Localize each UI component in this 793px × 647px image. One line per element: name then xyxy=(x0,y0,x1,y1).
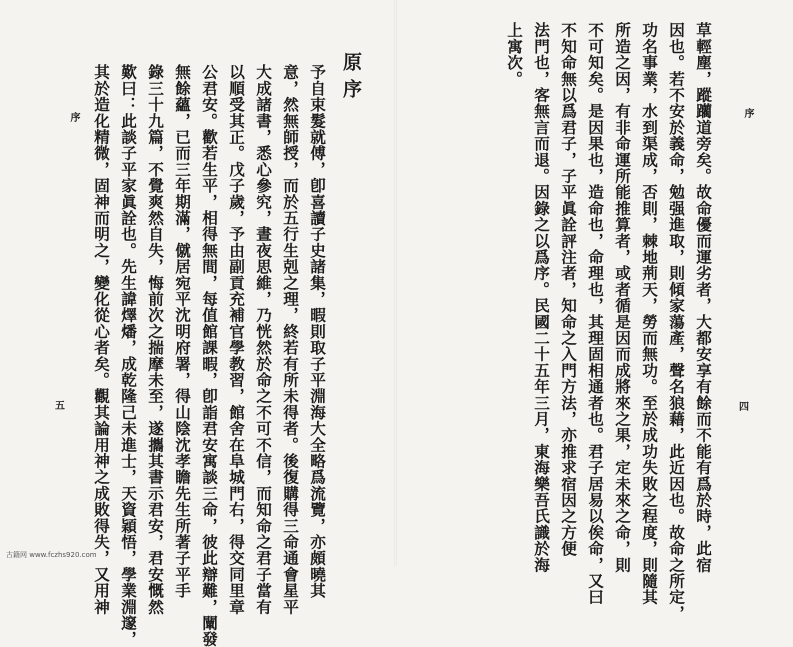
text-column: 錄三十九篇，不覺爽然自失，悔前次之揣摩未至，遂攜其書示君安，君安慨然 xyxy=(146,64,165,615)
watermark-footer: 古籍网 www.fczhs920.com xyxy=(6,551,97,559)
text-column: 法門也，客無言而退。因錄之以爲序。民國二十五年三月，東海樂吾氏識於海 xyxy=(532,22,551,573)
text-column: 予自束髮就傅，卽喜讀子史諸集，暇則取子平淵海大全略爲流覽，亦頗曉其 xyxy=(308,64,327,599)
text-column: 不知命無以爲君子，子平眞詮評注者，知命之入門方法，亦推求宿因之方便 xyxy=(559,22,578,557)
text-column: 無餘蘊，已而三年期滿，僦居宛平沈明府署，得山陰沈孝瞻先生所著子平手 xyxy=(173,64,192,599)
text-column: 不可知矣。是因果也，造命也，命理也，其理固相通者也。君子居易以俟命，又曰 xyxy=(586,22,605,606)
left-page-number: 五 xyxy=(55,401,65,412)
right-page-header: 序 xyxy=(742,108,753,118)
text-column: 意，然無師授，而於五行生剋之理，終若有所未得者。後復購得三命通會星平 xyxy=(281,64,300,615)
text-column: 上寓次。 xyxy=(505,22,524,87)
left-page xyxy=(0,0,396,647)
text-column: 所造之因，有非命運所能推算者，或者循是因而成將來之果，定未來之命，則 xyxy=(613,22,632,573)
right-page xyxy=(396,0,793,622)
text-column: 其於造化精微，固神而明之，變化從心者矣。觀其論用神之成敗得失，又用神 xyxy=(92,64,111,615)
left-page-header: 序 xyxy=(68,112,79,122)
text-column: 功名事業，水到渠成，否則，棘地荊天，勞而無功。至於成功失敗之程度，則隨其 xyxy=(640,22,659,606)
text-column: 大成諸書，悉心參究，晝夜思維，乃恍然於命之不可不信，而知命之君子當有 xyxy=(254,64,273,615)
text-column: 公君安。歡若生平，相得無間，每值館課暇，卽詣君安寓談三命，彼此辯難，闡發 xyxy=(200,64,219,647)
text-column: 因也。若不安於義命，勉强進取，則傾家蕩產，聲名狼藉，此近因也。故命之所定， xyxy=(667,22,686,622)
text-column: 以順受其正。戊子歲，予由副貢充補官學教習，館舍在阜城門右，得交同里章 xyxy=(227,64,246,615)
right-page-number: 四 xyxy=(739,402,749,413)
text-column: 草輕塵，蹤躪道旁矣。故命優而運劣者，大都安享有餘而不能有爲於時，此宿 xyxy=(694,22,713,573)
text-column: 歎曰：此談子平家眞詮也。先生諱燡燔，成乾隆己未進士，天資穎悟，學業淵邃， xyxy=(119,64,138,647)
preface-title: 原序 xyxy=(340,52,362,106)
